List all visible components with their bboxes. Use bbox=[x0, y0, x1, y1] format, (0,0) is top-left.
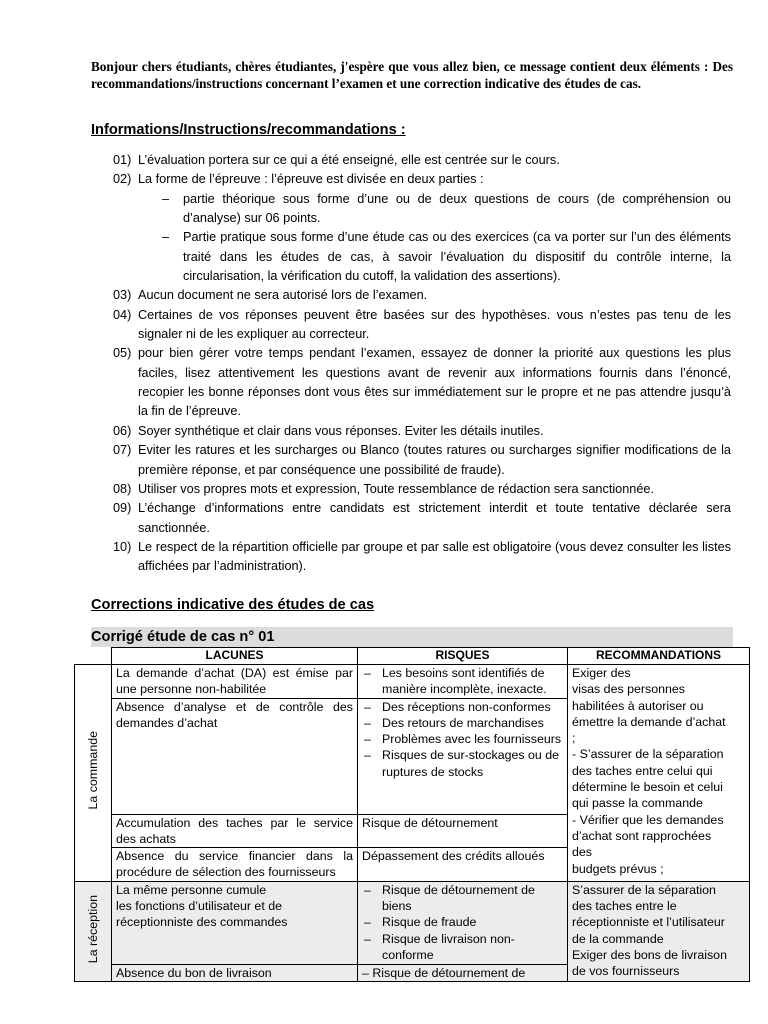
corrections-heading: Corrections indicative des études de cas bbox=[91, 597, 375, 613]
risque-cell: – Des réceptions non-conformes – Des retours de marchandises – Problèmes avec les fournisseurs – Risques de sur-stockages ou de ruptures de stocks bbox=[358, 698, 568, 814]
header-blank bbox=[75, 648, 112, 665]
section-label-commande: La commande bbox=[75, 665, 112, 882]
header-recommandations: RECOMMANDATIONS bbox=[568, 648, 750, 665]
list-item: 09) L’échange d’informations entre candidats est strictement interdit et toute tentative déclarée sera sanctionnée. bbox=[113, 501, 731, 535]
sub-list-item: – partie théorique sous forme d’une ou de deux questions de cours (de compréhension ou d’analyse) sur 06 points. bbox=[162, 191, 731, 226]
list-item: 05) pour bien gérer votre temps pendant l’examen, essayez de donner la priorité aux questions les plus faciles, lisez attentivement les questions avant de revenir aux informations fournis dans l’énoncé, recopier les bonne réponses dont vous êtes sur immédiatement sur le propre et ne pas attendre jusqu’à la fin de l’épreuve. bbox=[113, 346, 731, 419]
section-label-reception: La réception bbox=[75, 881, 112, 981]
list-item: 06) Soyer synthétique et clair dans vous réponses. Eviter les détails inutiles. bbox=[113, 423, 544, 438]
risque-cell: – Les besoins sont identifiés de manière incomplète, inexacte. bbox=[358, 665, 568, 699]
instructions-list bbox=[113, 151, 731, 577]
table-header-row bbox=[75, 648, 750, 665]
recommendation-cell: S’assurer de la séparation des taches entre le réceptionniste et l’utilisateur de la commande Exiger des bons de livraison de vos fournisseurs bbox=[568, 881, 750, 981]
risque-cell: – Risque de détournement de biens – Risque de fraude – Risque de livraison non-conforme bbox=[358, 881, 568, 964]
sub-list bbox=[138, 190, 731, 287]
intro-paragraph: Bonjour chers étudiants, chères étudiantes, j'espère que vous allez bien, ce message contient deux éléments : Des recommandations/instructions concernant l’examen et une correction indicative des études de cas. bbox=[91, 59, 733, 91]
instructions-heading: Informations/Instructions/recommandations : bbox=[91, 122, 406, 138]
risque-cell: Dépassement des crédits alloués bbox=[358, 848, 568, 882]
list-item: 03) Aucun document ne sera autorisé lors de l’examen. bbox=[113, 288, 428, 303]
list-item: 04) Certaines de vos réponses peuvent être basées sur des hypothèses. vous n’estes pas tenu de les signaler ni de les expliquer au correcteur. bbox=[113, 307, 731, 342]
list-item: 07) Eviter les ratures et les surcharges ou Blanco (toutes ratures ou surcharges signifier modifications de la première réponse, et par conséquence une possibilité de fraude). bbox=[113, 443, 731, 477]
case-title: Corrigé étude de cas n° 01 bbox=[91, 627, 733, 647]
table-row bbox=[75, 665, 750, 699]
risque-cell: – Risque de détournement de bbox=[358, 964, 568, 981]
lacune-cell: Absence du service financier dans la procédure de sélection des fournisseurs bbox=[112, 848, 358, 882]
risque-cell: Risque de détournement bbox=[358, 814, 568, 848]
list-item: 08) Utiliser vos propres mots et expression, Toute ressemblance de rédaction sera sanctionnée. bbox=[113, 481, 654, 496]
lacune-cell: La demande d’achat (DA) est émise par une personne non-habilitée bbox=[112, 665, 358, 699]
recommendation-cell: Exiger des visas des personnes habilitées à autoriser ou émettre la demande d’achat ; - S’assurer de la séparation des taches entre celui qui détermine le besoin et celui qui passe la commande - Vérifier que les demandes d’achat sont rapprochées des budgets prévus ; bbox=[568, 665, 750, 882]
table-row bbox=[75, 881, 750, 964]
lacune-cell: Accumulation des taches par le service des achats bbox=[112, 814, 358, 848]
sub-list-item: – Partie pratique sous forme d’une étude cas ou des exercices (ca va porter sur l’un des éléments traité dans les études de cas, à savoir l’évaluation du dispositif du contrôle interne, la circularisation, la vérification du cutoff, la validation des assertions). bbox=[162, 230, 731, 284]
list-item: 10) Le respect de la répartition officielle par groupe et par salle est obligatoire (vous devez consulter les listes affichées par l’administration). bbox=[113, 539, 731, 574]
correction-table bbox=[74, 647, 750, 982]
lacune-cell: Absence d’analyse et de contrôle des demandes d’achat bbox=[112, 698, 358, 814]
list-item: 02) La forme de l’épreuve : l’épreuve est divisée en deux parties : – partie théorique sous forme d’une ou de deux questions de cours (de compréhension ou d’analyse) sur 06 points. – Partie pratique sous forme d’une étude cas ou des exercices (ca va porter sur l’un des éléments traité dans les études de cas, à savoir l’évaluation du dispositif du contrôle interne, la circularisation, la vérification du cutoff, la validation des assertions). bbox=[113, 170, 731, 286]
list-item: 01) L’évaluation portera sur ce qui a été enseigné, elle est centrée sur le cours. bbox=[113, 153, 560, 167]
lacune-cell: Absence du bon de livraison bbox=[112, 964, 358, 981]
header-lacunes: LACUNES bbox=[112, 648, 358, 665]
lacune-cell: La même personne cumule les fonctions d’utilisateur et de réceptionniste des commandes bbox=[112, 881, 358, 964]
header-risques: RISQUES bbox=[358, 648, 568, 665]
